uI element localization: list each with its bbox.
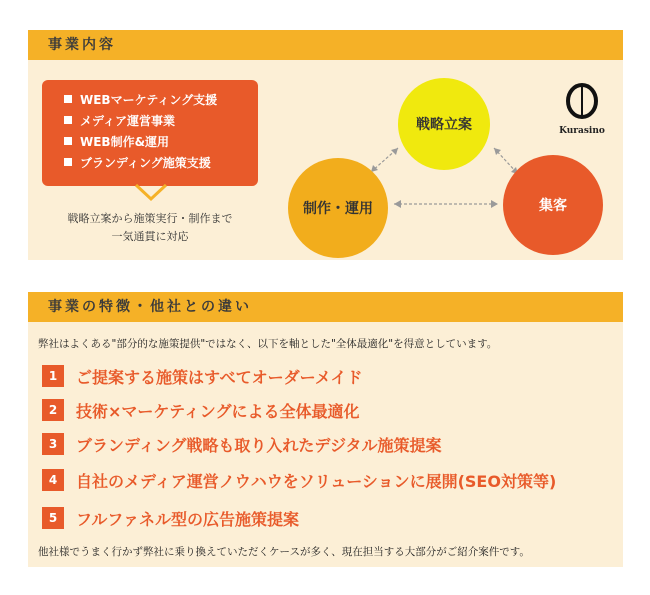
arrow-head-icon bbox=[394, 200, 401, 208]
feature-text: フルファネル型の広告施策提案 bbox=[76, 509, 300, 529]
feature-text: 技術×マーケティングによる全体最適化 bbox=[76, 401, 360, 421]
feature-number: 4 bbox=[42, 469, 64, 491]
feature-number: 2 bbox=[42, 399, 64, 421]
service-item: メディア運営事業 bbox=[64, 111, 258, 132]
service-item: ブランディング施策支援 bbox=[64, 153, 258, 174]
feature-number: 1 bbox=[42, 365, 64, 387]
service-item: WEBマーケティング支援 bbox=[64, 90, 258, 111]
feature-number: 3 bbox=[42, 433, 64, 455]
feature-number: 5 bbox=[42, 507, 64, 529]
feature-text: 自社のメディア運営ノウハウをソリューションに展開(SEO対策等) bbox=[76, 471, 557, 491]
feature-item bbox=[42, 506, 299, 530]
feature-text: ご提案する施策はすべてオーダーメイド bbox=[76, 367, 363, 387]
features-intro: 弊社はよくある"部分的な施策提供"ではなく、以下を軸とした"全体最適化"を得意としています。 bbox=[38, 338, 498, 350]
business-header: 事業内容 bbox=[28, 30, 623, 60]
feature-item bbox=[42, 468, 556, 492]
customer-circle: 集客 bbox=[503, 155, 603, 255]
logo-mark-icon bbox=[565, 82, 599, 120]
features-panel bbox=[28, 292, 623, 567]
production-circle: 制作・運用 bbox=[288, 158, 388, 258]
feature-text: ブランディング戦略も取り入れたデジタル施策提案 bbox=[76, 435, 442, 455]
features-closing: 他社様でうまく行かず弊社に乗り換えていただくケースが多く、現在担当する大部分がご紹介案件です。 bbox=[38, 546, 530, 558]
feature-item bbox=[42, 432, 441, 456]
features-header: 事業の特徴・他社との違い bbox=[28, 292, 623, 322]
service-item: WEB制作&運用 bbox=[64, 132, 258, 153]
feature-item bbox=[42, 398, 360, 422]
kurasino-logo: Kurasino bbox=[556, 82, 608, 136]
services-caption: 戦略立案から施策実行・制作まで 一気通貫に対応 bbox=[67, 212, 233, 243]
business-panel bbox=[28, 30, 623, 260]
feature-item bbox=[42, 364, 363, 388]
strategy-circle: 戦略立案 bbox=[398, 78, 490, 170]
arrow-head-icon bbox=[494, 148, 501, 155]
arrow-head-icon bbox=[491, 200, 498, 208]
